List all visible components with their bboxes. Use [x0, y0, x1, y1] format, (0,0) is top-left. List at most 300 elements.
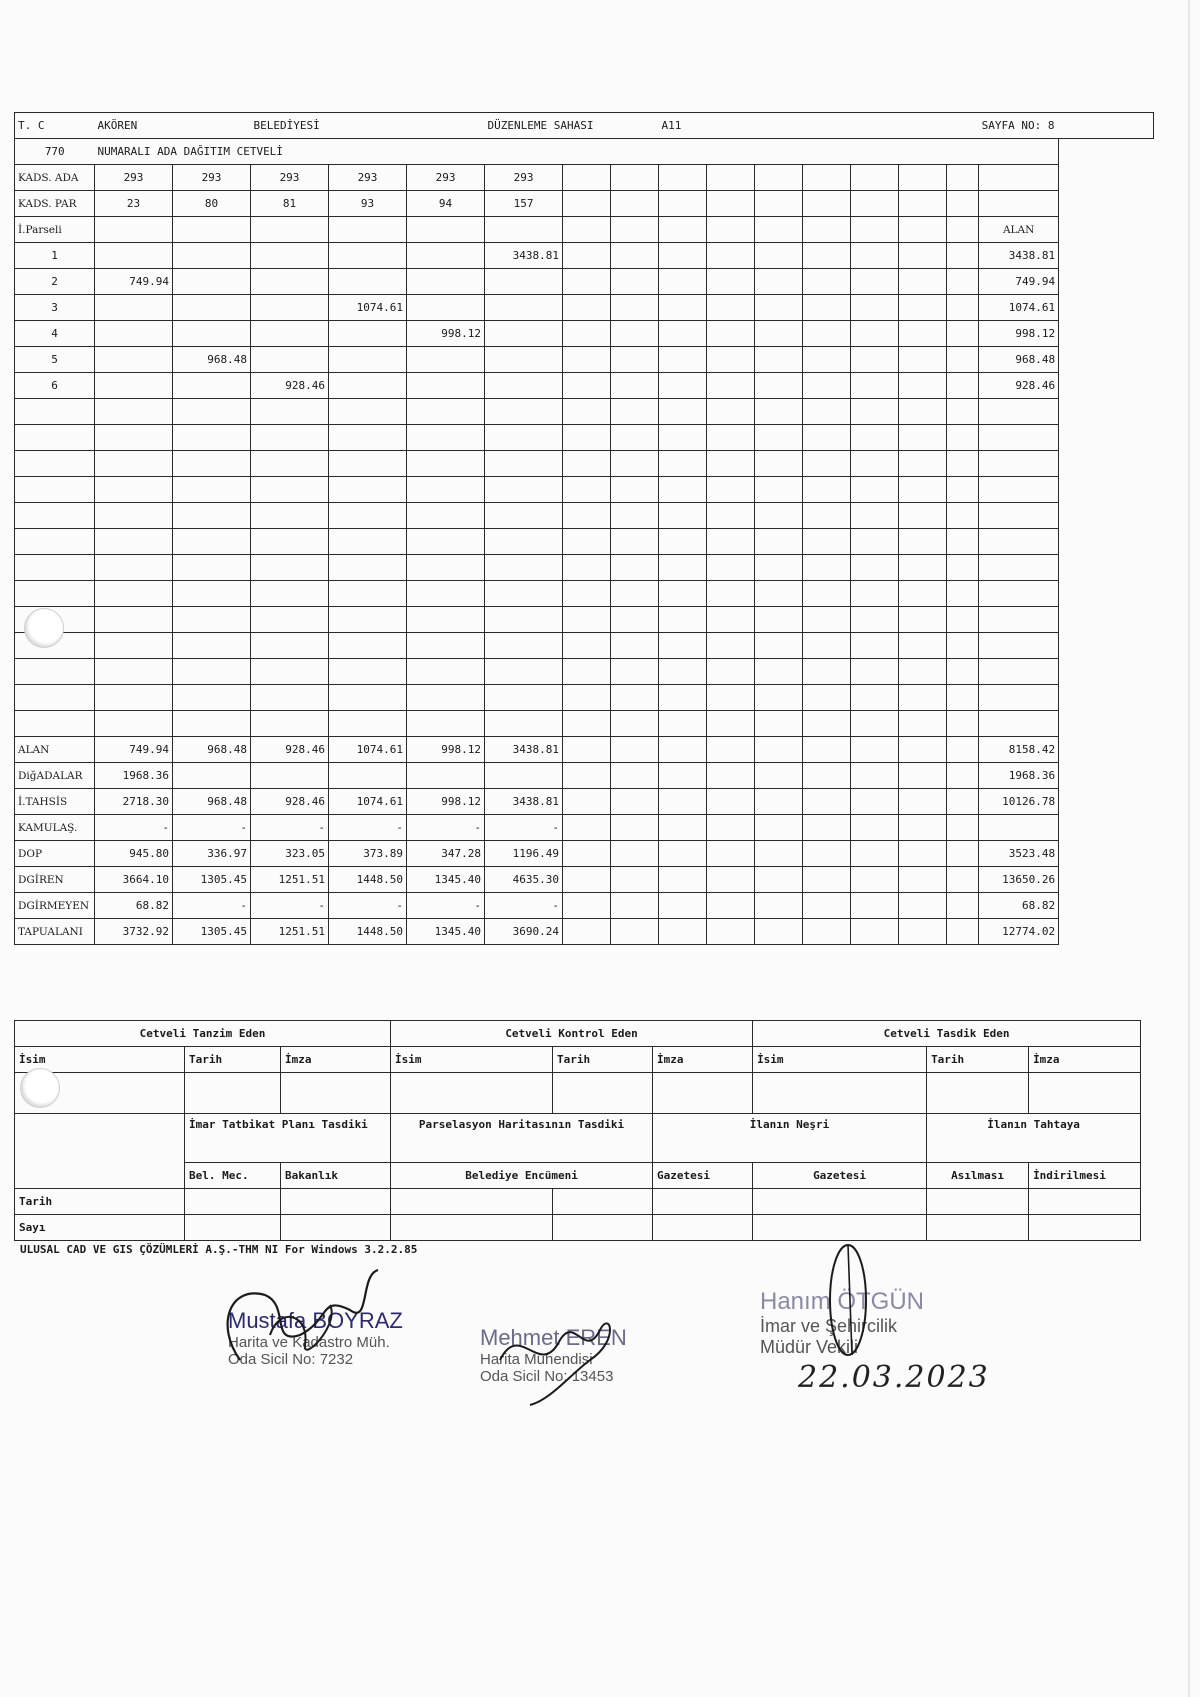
empty-cell: [803, 321, 851, 347]
empty-cell: [407, 529, 485, 555]
empty-cell: [707, 555, 755, 581]
empty-cell: [707, 321, 755, 347]
empty-cell: [755, 165, 803, 191]
empty-cell: [803, 555, 851, 581]
kads-par-cell: 80: [173, 191, 251, 217]
empty-cell: [755, 789, 803, 815]
summary-value: 68.82: [95, 893, 173, 919]
sign-cell: [1029, 1073, 1141, 1114]
empty-cell: [659, 737, 707, 763]
sign-cell: [753, 1073, 927, 1114]
empty-cell: [407, 555, 485, 581]
empty-cell: [563, 815, 611, 841]
signature-table: [14, 1020, 1141, 1241]
empty-cell: [407, 217, 485, 243]
empty-cell: [755, 243, 803, 269]
empty-cell: [251, 581, 329, 607]
empty-cell: [611, 555, 659, 581]
summary-value: 1305.45: [173, 867, 251, 893]
empty-cell: [947, 841, 979, 867]
empty-cell: [95, 217, 173, 243]
sign-cell: [391, 1073, 553, 1114]
empty-cell: [485, 477, 563, 503]
summary-value: 1448.50: [329, 867, 407, 893]
empty-cell: [851, 503, 899, 529]
empty-cell: [659, 815, 707, 841]
empty-cell: [611, 503, 659, 529]
empty-cell: [95, 503, 173, 529]
empty-cell: [947, 867, 979, 893]
parselasyon-label: Parselasyon Haritasının Tasdiki: [391, 1114, 653, 1163]
empty-cell: [979, 477, 1059, 503]
empty-cell: [173, 399, 251, 425]
empty-cell: [95, 477, 173, 503]
sign-cell: [281, 1073, 391, 1114]
summary-value: 945.80: [95, 841, 173, 867]
empty-cell: [485, 607, 563, 633]
parcel-row: [15, 347, 1154, 373]
gazetesi1-label: Gazetesi: [653, 1163, 753, 1189]
summary-value: 998.12: [407, 737, 485, 763]
empty-cell: [173, 269, 251, 295]
empty-cell: [979, 685, 1059, 711]
empty-cell: [659, 607, 707, 633]
empty-cell: [803, 633, 851, 659]
sayi-cell: [281, 1215, 391, 1241]
empty-cell: [251, 633, 329, 659]
stamp-name: Hanım ÖTGÜN: [760, 1288, 925, 1315]
empty-cell: [707, 373, 755, 399]
summary-value: -: [329, 893, 407, 919]
summary-value: -: [173, 815, 251, 841]
summary-value: 1196.49: [485, 841, 563, 867]
summary-value: 4635.30: [485, 867, 563, 893]
empty-cell: [329, 503, 407, 529]
empty-cell: [947, 477, 979, 503]
empty-cell: [707, 607, 755, 633]
empty-cell: [803, 243, 851, 269]
ilan-tahtaya-label: İlanın Tahtaya: [927, 1114, 1141, 1163]
tarih-cell: [653, 1189, 753, 1215]
empty-cell: [173, 607, 251, 633]
empty-cell: [947, 451, 979, 477]
summary-total: 12774.02: [979, 919, 1059, 945]
isim-label-1: İsim: [15, 1047, 185, 1073]
summary-label: DGİRMEYEN: [15, 893, 95, 919]
empty-cell: [563, 919, 611, 945]
stamp-title: Harita Mühendisi: [480, 1351, 593, 1368]
summary-total: 13650.26: [979, 867, 1059, 893]
bakanlik-label: Bakanlık: [281, 1163, 391, 1189]
empty-cell: [563, 763, 611, 789]
empty-cell: [755, 685, 803, 711]
sign-cell: [553, 1073, 653, 1114]
stamp-registry: Oda Sicil No: 13453: [480, 1368, 614, 1385]
empty-cell: [563, 789, 611, 815]
empty-cell: [251, 347, 329, 373]
empty-cell: [979, 607, 1059, 633]
empty-cell: [755, 841, 803, 867]
blank: [407, 139, 1059, 165]
bel-mec-label: Bel. Mec.: [185, 1163, 281, 1189]
blank-cell: [15, 1114, 185, 1189]
empty-cell: [407, 243, 485, 269]
row-label: KADS. ADA: [15, 165, 95, 191]
empty-cell: [563, 555, 611, 581]
empty-cell: [899, 347, 947, 373]
empty-cell: [659, 295, 707, 321]
empty-cell: [803, 893, 851, 919]
empty-cell: [755, 451, 803, 477]
empty-cell: [95, 581, 173, 607]
empty-cell: [251, 659, 329, 685]
parcel-number: 5: [15, 347, 95, 373]
empty-cell: [803, 165, 851, 191]
summary-value: 928.46: [251, 789, 329, 815]
empty-cell: [947, 503, 979, 529]
empty-cell: [563, 867, 611, 893]
empty-cell: [947, 269, 979, 295]
parcel-number: 4: [15, 321, 95, 347]
summary-total: 10126.78: [979, 789, 1059, 815]
empty-cell: [851, 581, 899, 607]
summary-value: 1251.51: [251, 919, 329, 945]
empty-cell: [947, 191, 979, 217]
empty-cell: [659, 919, 707, 945]
empty-cell: [15, 555, 95, 581]
empty-cell: [851, 737, 899, 763]
summary-value: 968.48: [173, 737, 251, 763]
empty-cell: [659, 685, 707, 711]
empty-cell: [755, 399, 803, 425]
stamp-title: İmar ve Şehircilik: [760, 1316, 898, 1336]
empty-cell: [329, 607, 407, 633]
sayi-cell: [927, 1215, 1029, 1241]
empty-cell: [803, 711, 851, 737]
empty-cell: [659, 841, 707, 867]
summary-total: 8158.42: [979, 737, 1059, 763]
empty-row: [15, 425, 1154, 451]
summary-total: 1968.36: [979, 763, 1059, 789]
empty-cell: [611, 347, 659, 373]
empty-cell: [899, 503, 947, 529]
parcel-header-row: [15, 217, 1154, 243]
kads-ada-cell: 293: [329, 165, 407, 191]
empty-cell: [563, 347, 611, 373]
empty-cell: [755, 555, 803, 581]
summary-value: 1251.51: [251, 867, 329, 893]
stamp-registry: Oda Sicil No: 7232: [228, 1351, 354, 1368]
empty-cell: [329, 269, 407, 295]
empty-cell: [899, 659, 947, 685]
empty-cell: [485, 685, 563, 711]
empty-cell: [659, 503, 707, 529]
imza-label-1: İmza: [281, 1047, 391, 1073]
empty-cell: [563, 737, 611, 763]
empty-cell: [979, 633, 1059, 659]
empty-cell: [407, 607, 485, 633]
summary-value: 749.94: [95, 737, 173, 763]
empty-cell: [251, 321, 329, 347]
empty-cell: [563, 321, 611, 347]
parcel-total: 3438.81: [979, 243, 1059, 269]
empty-cell: [659, 581, 707, 607]
empty-cell: [329, 529, 407, 555]
empty-cell: [707, 503, 755, 529]
empty-cell: [755, 425, 803, 451]
empty-cell: [563, 841, 611, 867]
empty-cell: [707, 477, 755, 503]
summary-value: 998.12: [407, 789, 485, 815]
summary-value: [329, 763, 407, 789]
kads-ada-cell: 293: [485, 165, 563, 191]
empty-cell: [251, 295, 329, 321]
empty-cell: [485, 347, 563, 373]
empty-cell: [563, 633, 611, 659]
empty-cell: [755, 503, 803, 529]
empty-cell: [947, 711, 979, 737]
empty-cell: [485, 451, 563, 477]
empty-cell: [563, 581, 611, 607]
empty-cell: [899, 191, 947, 217]
empty-cell: [485, 295, 563, 321]
empty-cell: [851, 789, 899, 815]
parcel-total: 928.46: [979, 373, 1059, 399]
empty-cell: [563, 607, 611, 633]
empty-cell: [755, 477, 803, 503]
empty-cell: [95, 347, 173, 373]
empty-cell: [947, 347, 979, 373]
empty-row: [15, 685, 1154, 711]
parcel-value: 749.94: [95, 269, 173, 295]
stamp-registry: Müdür Vekili: [760, 1337, 859, 1357]
parcel-number: 6: [15, 373, 95, 399]
sign-cell: [653, 1073, 753, 1114]
empty-cell: [95, 607, 173, 633]
empty-cell: [659, 217, 707, 243]
empty-cell: [899, 243, 947, 269]
row-label: KADS. PAR: [15, 191, 95, 217]
empty-cell: [803, 659, 851, 685]
empty-cell: [563, 191, 611, 217]
kads-par-cell: 94: [407, 191, 485, 217]
empty-cell: [563, 373, 611, 399]
empty-cell: [659, 477, 707, 503]
empty-cell: [899, 685, 947, 711]
kads-ada-cell: 293: [407, 165, 485, 191]
summary-value: 1968.36: [95, 763, 173, 789]
summary-value: 1305.45: [173, 919, 251, 945]
header-page-no: SAYFA NO: 8: [979, 113, 1154, 139]
parcel-total: 749.94: [979, 269, 1059, 295]
empty-cell: [563, 711, 611, 737]
empty-cell: [707, 919, 755, 945]
block-number: 770: [15, 139, 95, 165]
header-area-code: A11: [659, 113, 755, 139]
empty-cell: [899, 269, 947, 295]
sayi-cell: [553, 1215, 653, 1241]
empty-cell: [803, 581, 851, 607]
sayi-row-label: Sayı: [15, 1215, 185, 1241]
empty-cell: [485, 581, 563, 607]
tarih-label-1: Tarih: [185, 1047, 281, 1073]
empty-cell: [173, 321, 251, 347]
parcel-value: 998.12: [407, 321, 485, 347]
empty-cell: [563, 269, 611, 295]
empty-cell: [611, 191, 659, 217]
empty-cell: [563, 685, 611, 711]
empty-cell: [947, 893, 979, 919]
empty-cell: [15, 581, 95, 607]
empty-cell: [659, 789, 707, 815]
signature-1-icon: [210, 1265, 385, 1375]
summary-value: 3732.92: [95, 919, 173, 945]
empty-cell: [707, 659, 755, 685]
parcel-row: [15, 243, 1154, 269]
empty-cell: [851, 165, 899, 191]
empty-cell: [851, 841, 899, 867]
imar-plan-label: İmar Tatbikat Planı Tasdiki: [185, 1114, 391, 1163]
summary-row: [15, 893, 1154, 919]
empty-cell: [707, 529, 755, 555]
summary-label: İ.TAHSİS: [15, 789, 95, 815]
summary-total: [979, 815, 1059, 841]
empty-cell: [899, 867, 947, 893]
empty-cell: [407, 451, 485, 477]
empty-cell: [15, 399, 95, 425]
summary-value: 1448.50: [329, 919, 407, 945]
empty-cell: [407, 685, 485, 711]
empty-cell: [947, 217, 979, 243]
empty-cell: [611, 243, 659, 269]
empty-cell: [755, 581, 803, 607]
summary-label: TAPUALANI: [15, 919, 95, 945]
row-label: İ.Parseli: [15, 217, 95, 243]
empty-cell: [659, 165, 707, 191]
tarih-cell: [391, 1189, 553, 1215]
empty-cell: [173, 217, 251, 243]
empty-cell: [851, 633, 899, 659]
empty-cell: [173, 451, 251, 477]
empty-cell: [899, 763, 947, 789]
empty-cell: [611, 581, 659, 607]
parcel-total: 1074.61: [979, 295, 1059, 321]
empty-cell: [611, 399, 659, 425]
summary-value: 968.48: [173, 789, 251, 815]
punch-hole-icon: [20, 1068, 60, 1108]
summary-value: -: [251, 815, 329, 841]
sayi-cell: [391, 1215, 553, 1241]
empty-cell: [329, 477, 407, 503]
empty-cell: [899, 737, 947, 763]
empty-cell: [611, 841, 659, 867]
summary-value: 323.05: [251, 841, 329, 867]
empty-cell: [947, 763, 979, 789]
empty-cell: [95, 295, 173, 321]
empty-cell: [899, 529, 947, 555]
empty-cell: [851, 685, 899, 711]
empty-cell: [15, 503, 95, 529]
empty-cell: [329, 217, 407, 243]
empty-cell: [899, 581, 947, 607]
tanzim-header: Cetveli Tanzim Eden: [15, 1021, 391, 1047]
stamp-name: Mustafa BOYRAZ: [228, 1308, 403, 1333]
empty-cell: [899, 451, 947, 477]
empty-cell: [707, 451, 755, 477]
empty-cell: [707, 269, 755, 295]
blank: [755, 113, 979, 139]
empty-cell: [485, 555, 563, 581]
kads-ada-cell: 293: [173, 165, 251, 191]
empty-cell: [95, 321, 173, 347]
parcel-number: 2: [15, 269, 95, 295]
empty-cell: [755, 269, 803, 295]
empty-cell: [407, 373, 485, 399]
parcel-row: [15, 321, 1154, 347]
empty-cell: [755, 217, 803, 243]
empty-cell: [947, 399, 979, 425]
empty-cell: [329, 555, 407, 581]
distribution-table: [14, 112, 1154, 945]
empty-cell: [611, 633, 659, 659]
empty-cell: [251, 607, 329, 633]
parcel-value: 3438.81: [485, 243, 563, 269]
empty-cell: [407, 659, 485, 685]
tarih-cell: [1029, 1189, 1141, 1215]
empty-cell: [173, 633, 251, 659]
empty-cell: [611, 815, 659, 841]
empty-cell: [947, 607, 979, 633]
empty-cell: [659, 425, 707, 451]
empty-cell: [707, 685, 755, 711]
empty-cell: [899, 555, 947, 581]
empty-cell: [251, 217, 329, 243]
empty-cell: [947, 165, 979, 191]
empty-cell: [899, 477, 947, 503]
summary-row: [15, 841, 1154, 867]
empty-cell: [251, 503, 329, 529]
empty-cell: [851, 217, 899, 243]
empty-cell: [707, 711, 755, 737]
empty-cell: [979, 659, 1059, 685]
empty-cell: [563, 893, 611, 919]
empty-cell: [485, 711, 563, 737]
parcel-value: 1074.61: [329, 295, 407, 321]
empty-row: [15, 477, 1154, 503]
tarih-cell: [281, 1189, 391, 1215]
empty-cell: [611, 711, 659, 737]
tarih-row-label: Tarih: [15, 1189, 185, 1215]
empty-cell: [979, 555, 1059, 581]
indirilmesi-label: İndirilmesi: [1029, 1163, 1141, 1189]
empty-cell: [329, 243, 407, 269]
isim-label-2: İsim: [391, 1047, 553, 1073]
summary-label: DGİREN: [15, 867, 95, 893]
empty-cell: [173, 685, 251, 711]
summary-value: 373.89: [329, 841, 407, 867]
summary-value: 347.28: [407, 841, 485, 867]
empty-cell: [15, 685, 95, 711]
summary-value: -: [251, 893, 329, 919]
empty-cell: [329, 711, 407, 737]
empty-cell: [659, 243, 707, 269]
empty-cell: [947, 295, 979, 321]
empty-cell: [851, 763, 899, 789]
empty-cell: [851, 815, 899, 841]
summary-label: ALAN: [15, 737, 95, 763]
belediye-encumeni-label: Belediye Encümeni: [391, 1163, 653, 1189]
empty-cell: [407, 711, 485, 737]
